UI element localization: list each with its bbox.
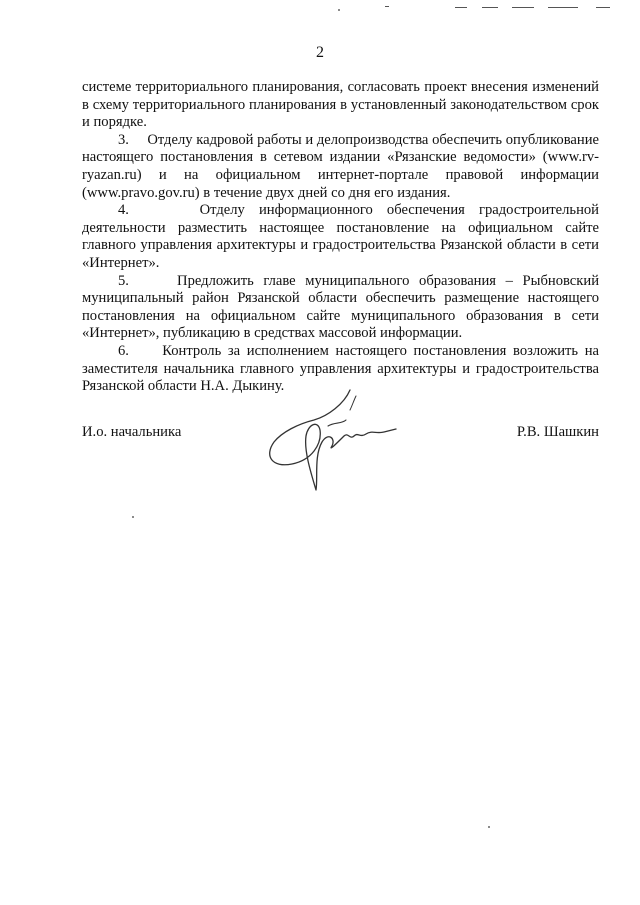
handwritten-signature <box>258 386 398 496</box>
scan-artifact <box>482 7 498 8</box>
scan-artifact <box>455 7 467 8</box>
scan-artifact <box>338 9 340 11</box>
paragraph-item-4: 4. Отделу информационного обеспечения градостроительной деятельности разместить настоящее постановление на официальном сайте главного управления архитектуры и градостроительства Рязанской области в сети «Интернет». <box>82 202 599 271</box>
document-body <box>82 79 599 396</box>
scan-artifact <box>512 7 534 8</box>
paragraph-item-3: 3. Отделу кадровой работы и делопроизводства обеспечить опубликование настоящего постановления в сетевом издании «Рязанские ведомости» (www.rv-ryazan.ru) и на официальном интернет-портале правовой информации (www.pravo.gov.ru) в течение двух дней со дня его издания. <box>82 131 599 201</box>
paragraph-item-6: 6. Контроль за исполнением настоящего постановления возложить на заместителя начальника главного управления архитектуры и градостроительства Рязанской области Н.А. Дыкину. <box>82 342 599 395</box>
scan-artifact <box>596 7 610 8</box>
paragraph-item-5: 5. Предложить главе муниципального образования – Рыбновский муниципальный район Рязанской области обеспечить размещение настоящего постановления на официальном сайте муниципального образования в сети «Интернет», публикацию в средствах массовой информации. <box>82 272 599 342</box>
signer-name: Р.В. Шашкин <box>516 424 599 440</box>
scan-artifact <box>488 826 490 828</box>
scan-artifact <box>548 7 578 8</box>
paragraph-continuation: системе территориального планирования, согласовать проект внесения изменений в схему территориального планирования в установленный законодательством срок и порядке. <box>82 79 599 131</box>
scan-artifact <box>385 6 389 7</box>
signer-title: И.о. начальника <box>82 424 182 440</box>
page-number: 2 <box>316 44 324 61</box>
scan-artifact <box>132 516 134 518</box>
